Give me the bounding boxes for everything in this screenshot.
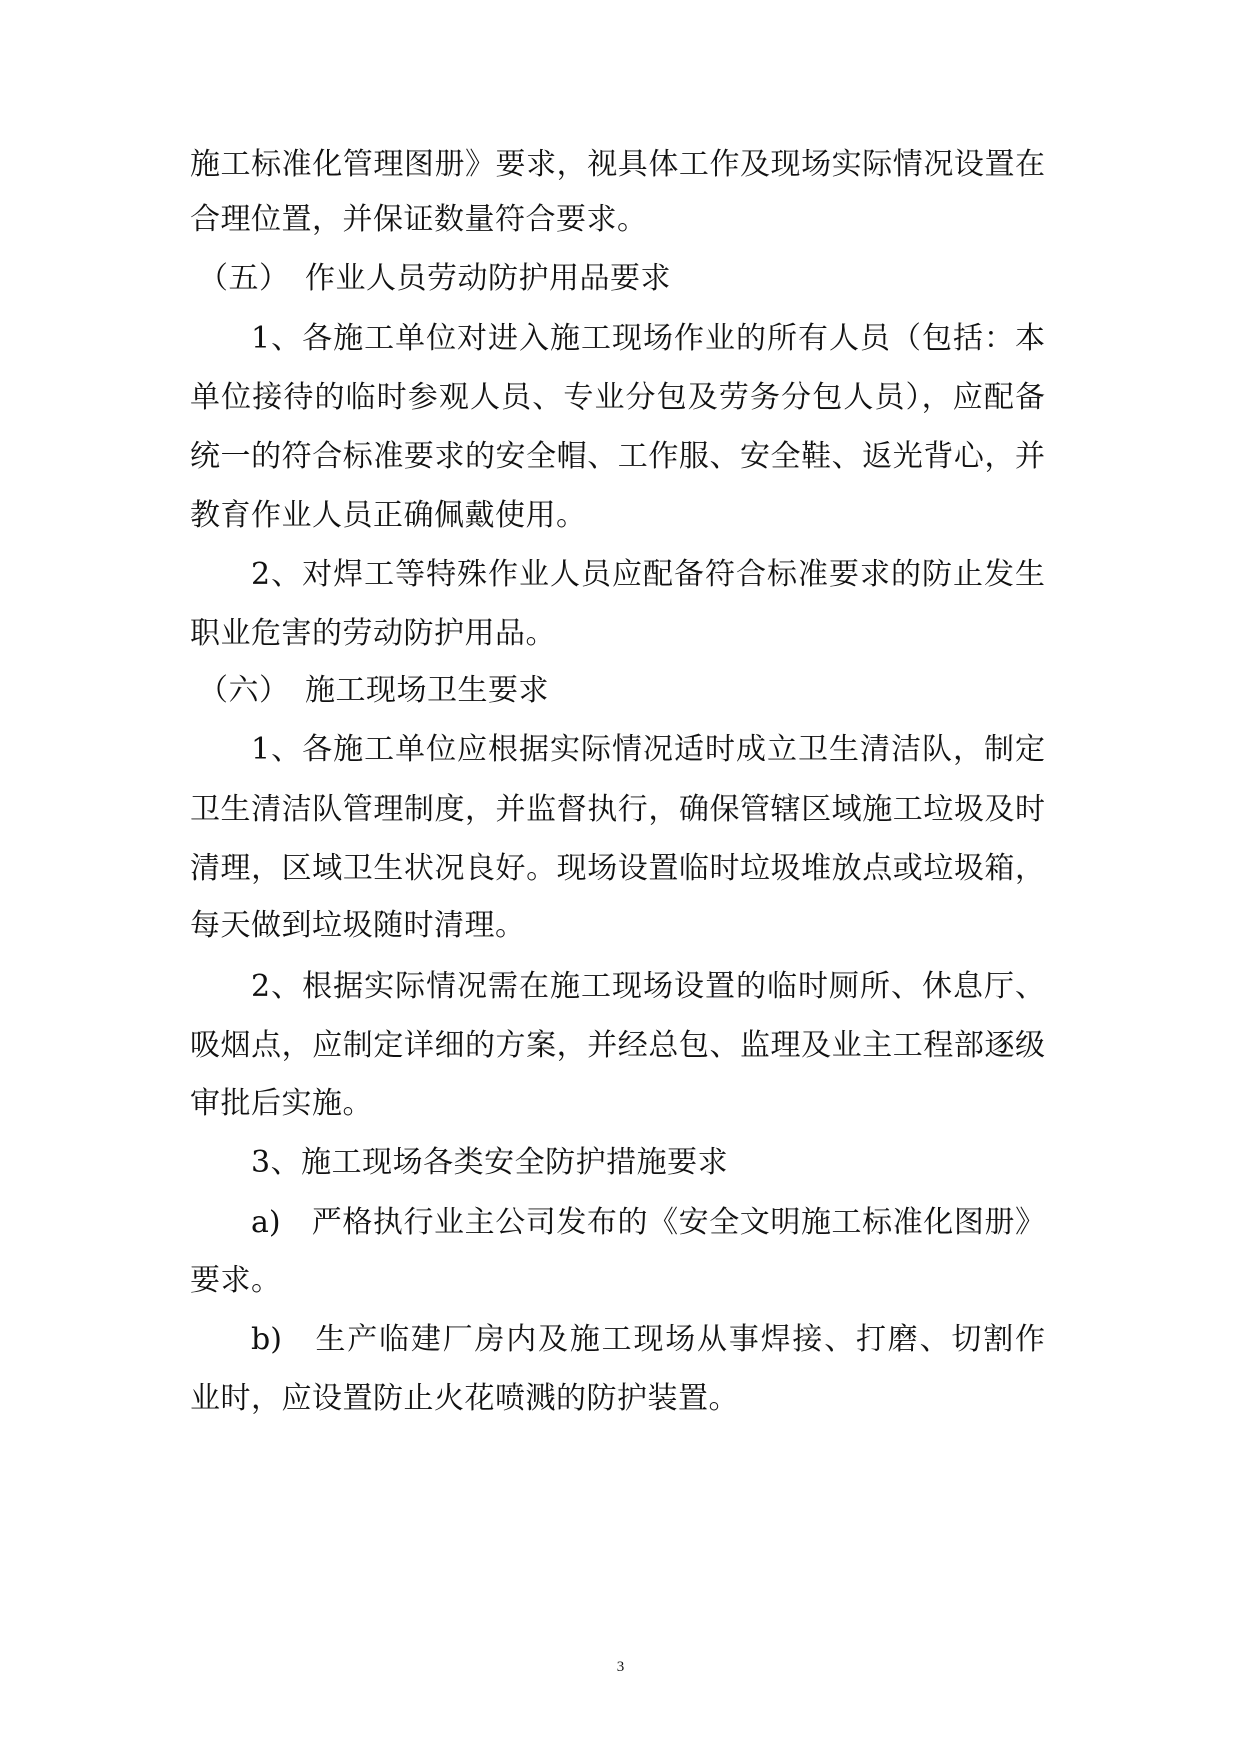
list-item-line: 业时，应设置防止火花喷溅的防护装置。 [190, 1381, 739, 1416]
paragraph-line: 1、各施工单位对进入施工现场作业的所有人员（包括：本 [251, 321, 1045, 356]
paragraph-line: 审批后实施。 [190, 1086, 373, 1121]
paragraph-line: 统一的符合标准要求的安全帽、工作服、安全鞋、返光背心，并 [190, 439, 1045, 474]
paragraph-line: 合理位置，并保证数量符合要求。 [190, 202, 648, 237]
section-heading: （五） 作业人员劳动防护用品要求 [198, 261, 671, 296]
paragraph-line: 2、对焊工等特殊作业人员应配备符合标准要求的防止发生 [251, 557, 1045, 592]
paragraph-line: 3、施工现场各类安全防护措施要求 [251, 1145, 729, 1180]
page-number: 3 [616, 1659, 625, 1675]
paragraph-line: 卫生清洁队管理制度，并监督执行，确保管辖区域施工垃圾及时 [190, 792, 1045, 827]
list-item-line: b) 生产临建厂房内及施工现场从事焊接、打磨、切割作 [251, 1322, 1045, 1357]
paragraph-line: 吸烟点，应制定详细的方案，并经总包、监理及业主工程部逐级 [190, 1028, 1045, 1063]
paragraph-line: 职业危害的劳动防护用品。 [190, 616, 556, 651]
paragraph-line: 每天做到垃圾随时清理。 [190, 908, 526, 943]
paragraph-line: 施工标准化管理图册》要求，视具体工作及现场实际情况设置在 [190, 147, 1045, 182]
list-item-line: 要求。 [190, 1263, 282, 1298]
paragraph-line: 1、各施工单位应根据实际情况适时成立卫生清洁队，制定 [251, 732, 1045, 767]
paragraph-line: 2、根据实际情况需在施工现场设置的临时厕所、休息厅、 [251, 969, 1045, 1004]
paragraph-line: 单位接待的临时参观人员、专业分包及劳务分包人员），应配备 [190, 380, 1045, 415]
paragraph-line: 清理，区域卫生状况良好。现场设置临时垃圾堆放点或垃圾箱， [190, 851, 1045, 886]
paragraph-line: 教育作业人员正确佩戴使用。 [190, 498, 587, 533]
section-heading: （六） 施工现场卫生要求 [198, 673, 549, 708]
list-item-line: a) 严格执行业主公司发布的《安全文明施工标准化图册》 [251, 1205, 1045, 1240]
